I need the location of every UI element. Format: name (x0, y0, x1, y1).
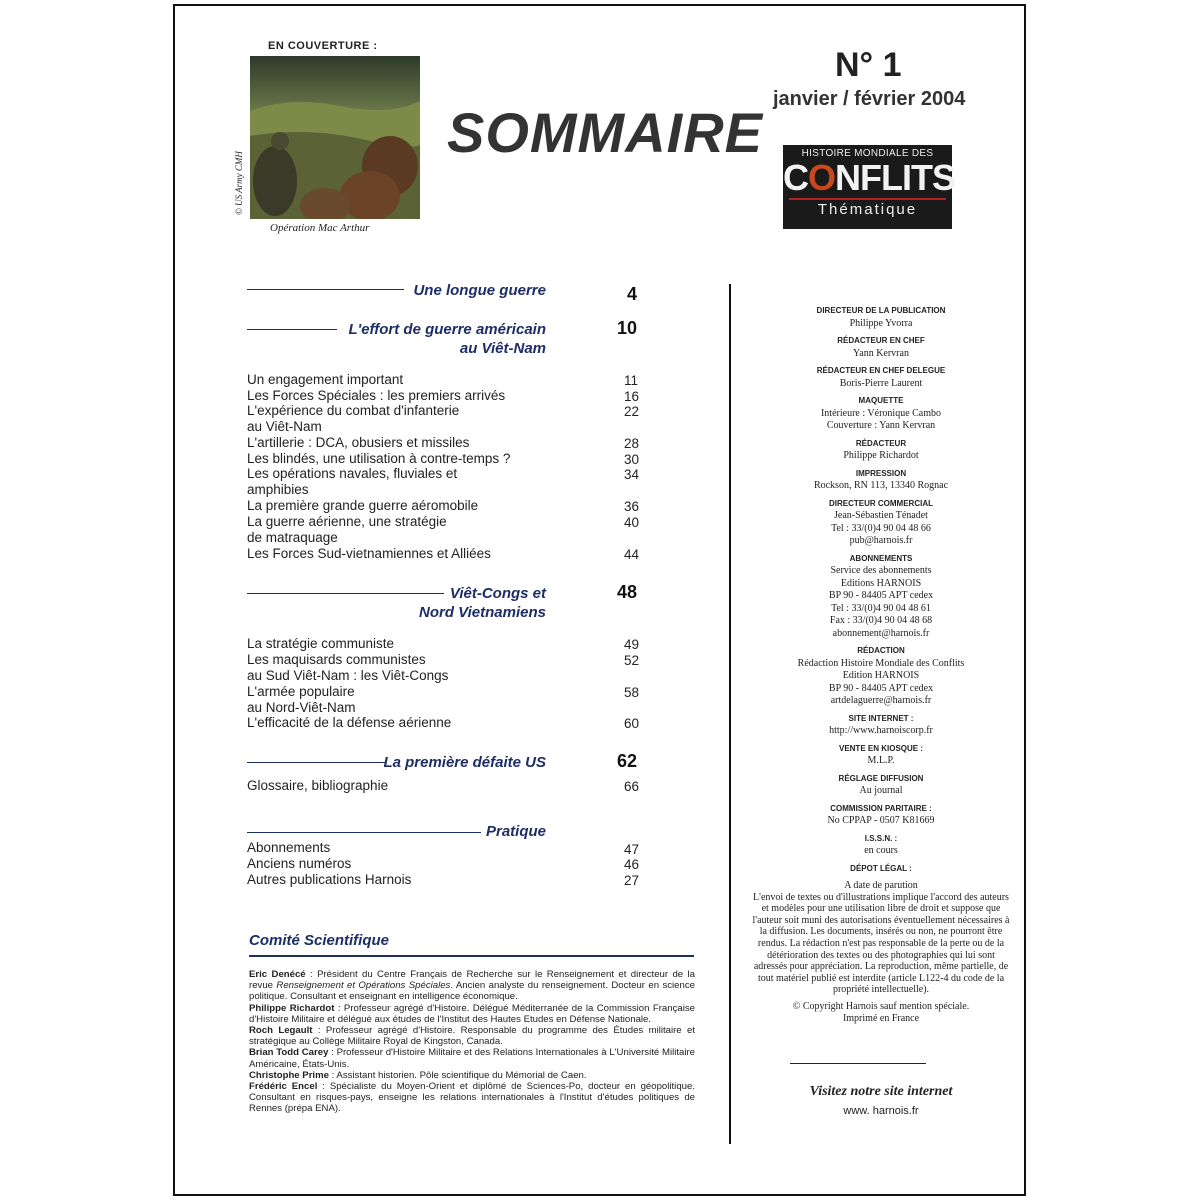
cover-label: EN COUVERTURE : (268, 40, 378, 52)
toc-item[interactable] (247, 466, 567, 497)
toc-item[interactable]: La première grande guerre aéromobile (247, 498, 479, 513)
toc-item[interactable]: Les Forces Spéciales : les premiers arrivés (247, 388, 506, 403)
toc-item[interactable]: Autres publications Harnois (247, 872, 412, 887)
credit-label: RÉGLAGE DIFFUSION (838, 773, 924, 783)
toc-item[interactable]: La stratégie communiste (247, 636, 395, 651)
comite-member (249, 1070, 695, 1081)
toc-page: 36 (624, 499, 640, 514)
toc-item-line2: au Sud Viêt-Nam : les Viêt-Congs (247, 667, 449, 683)
credit-label: COMMISSION PARITAIRE : (830, 803, 932, 813)
credit-line: BP 90 - 84405 APT cedex (828, 682, 934, 694)
logo-bar (789, 198, 946, 200)
credit-label: ABONNEMENTS (849, 553, 913, 563)
credit-line: Rédaction Histoire Mondiale des Conflits (797, 657, 965, 669)
toc-item[interactable]: L'artillerie : DCA, obusiers et missiles (247, 435, 470, 450)
credit-line: en cours (864, 845, 898, 856)
toc-item-line1: La guerre aérienne, une stratégie (247, 514, 447, 529)
credit-line: Rockson, RN 113, 13340 Rognac (813, 480, 949, 491)
member-text: : Assistant historien. Pôle scientifique du Mémorial de Caen. (328, 1069, 587, 1081)
section-title-3[interactable] (400, 584, 546, 622)
copyright: © Copyright Harnois sauf mention spéciale. (792, 1000, 970, 1012)
logo-main-pre: C (783, 157, 808, 198)
member-text: : Professeur agrégé d'Histoire. Délégué Méditerranée de la Commission Française d'Histoire Militaire et délégué aux études de l'Institut des Hautes Etudes en Défense Nationale. (249, 1002, 695, 1025)
credit-line: Fax : 33/(0)4 90 04 48 68 (829, 615, 933, 626)
comite-rule (249, 955, 694, 957)
section-title-2-line2: au Viêt-Nam (459, 340, 546, 357)
toc-item-line2: au Viêt-Nam (247, 418, 322, 434)
toc-page: 47 (624, 842, 640, 857)
credits-block (742, 300, 1020, 875)
logo-main-text (783, 157, 955, 198)
credit-label: DIRECTEUR DE LA PUBLICATION (816, 306, 946, 315)
toc-page: 27 (624, 873, 640, 888)
member-text: : Spécialiste du Moyen-Orient et diplômé de Sciences-Po, docteur en géopolitique. Consultant en risques-pays, enseigne les relations internationales à l'Institut d'études politiques de Rennes (prépa ENA). (249, 1081, 695, 1115)
credit-line: BP 90 - 84405 APT cedex (828, 590, 934, 601)
comite-member (249, 1047, 695, 1069)
credit-line: Service des abonnements (830, 565, 932, 576)
section-title-1[interactable]: Une longue guerre (413, 282, 546, 299)
toc-item[interactable] (247, 684, 567, 715)
credit-label: RÉDACTEUR EN CHEF DELEGUE (816, 366, 946, 375)
member-name: Roch Legault (249, 1025, 313, 1037)
credit-line: Tel : 33/(0)4 90 04 48 66 (831, 522, 931, 534)
credit-group (742, 335, 1020, 360)
credit-group (742, 773, 1020, 798)
section-page-2: 10 (617, 318, 638, 338)
section-title-2-line1: L'effort de guerre américain (348, 321, 546, 338)
credit-group (742, 365, 1020, 390)
toc-page: 49 (624, 637, 640, 652)
credit-group (742, 833, 1020, 858)
section-title-3-line1: Viêt-Congs et (449, 585, 546, 602)
credit-label: SITE INTERNET : (848, 713, 914, 723)
credit-label: RÉDACTEUR (855, 438, 907, 448)
logo-top-text: HISTOIRE MONDIALE DES (801, 148, 934, 159)
credit-line: Philippe Richardot (843, 450, 919, 461)
column-divider (729, 284, 731, 1144)
toc-page: 16 (624, 389, 640, 404)
credit-label: VENTE EN KIOSQUE : (838, 743, 923, 753)
toc-page: 46 (624, 857, 640, 872)
credit-label: I.S.S.N. : (864, 833, 898, 843)
credit-group (742, 645, 1020, 708)
printed-in: Imprimé en France (842, 1012, 920, 1024)
credit-group (742, 743, 1020, 768)
toc-item-line2: au Nord-Viêt-Nam (247, 699, 356, 715)
comite-member (249, 1081, 695, 1115)
credit-group (742, 438, 1020, 463)
section-rule (247, 289, 404, 290)
member-text: : Professeur d'Histoire Militaire et des Relations Internationales à L'Université Militaire Américaine, États-Unis. (249, 1047, 695, 1070)
member-text2: . Ancien analyste du renseignement. Docteur en science politique. Consultant et enseignant en intelligence économique. (249, 980, 695, 1003)
toc-page: 28 (624, 436, 640, 451)
toc-item-line1: L'expérience du combat d'infanterie (247, 403, 460, 418)
logo-subtitle: Thématique (817, 201, 918, 218)
section-title-3-line2: Nord Vietnamiens (419, 604, 546, 621)
credit-line: Tel : 33/(0)4 90 04 48 61 (831, 602, 931, 614)
credit-group (742, 863, 1020, 876)
credit-line: Philippe Yvorra (849, 317, 913, 329)
credit-line: Boris-Pierre Laurent (839, 377, 923, 389)
page-title (447, 100, 763, 165)
member-text: : Professeur agrégé d'Histoire. Responsable du programme des Études militaire et stratégique au Collège Militaire Royal de Kingston, Canada. (249, 1025, 696, 1048)
divider (790, 1063, 926, 1064)
credit-group (742, 803, 1020, 828)
cover-photo-illustration (250, 56, 420, 219)
toc-item-line2: de matraquage (247, 529, 338, 545)
toc-page: 60 (624, 716, 640, 731)
member-name: Frédéric Encel (249, 1081, 318, 1093)
toc-page: 66 (624, 779, 640, 794)
credit-label: MAQUETTE (858, 396, 904, 405)
legal-notice (752, 880, 1010, 1024)
toc-item-line2: amphibies (247, 481, 309, 497)
credit-label: RÉDACTION (857, 646, 905, 655)
credit-group (742, 395, 1020, 433)
logo-main-post: NFLITS (835, 157, 955, 198)
toc-page: 52 (624, 653, 640, 668)
section-rule (247, 832, 481, 833)
member-name: Christophe Prime (249, 1069, 329, 1081)
section-page-1: 4 (627, 284, 638, 304)
toc-page: 11 (624, 373, 639, 388)
member-italic: Renseignement et Opérations Spéciales (276, 980, 451, 992)
credit-line: M.L.P. (867, 755, 895, 766)
toc-page: 44 (624, 547, 640, 562)
section-page-3: 48 (617, 582, 638, 602)
visit-site-text: Visitez notre site internet (809, 1084, 953, 1099)
credit-line: Au journal (859, 785, 903, 796)
credit-label: IMPRESSION (855, 468, 907, 478)
toc-page: 22 (624, 404, 640, 419)
comite-members (249, 969, 695, 1115)
credit-email-link[interactable]: artdelaguerre@harnois.fr (830, 695, 932, 706)
member-name: Eric Denécé (249, 969, 306, 980)
toc-item[interactable] (247, 403, 567, 434)
comite-member (249, 1025, 695, 1047)
toc-item[interactable] (247, 514, 567, 545)
cover-photo (250, 56, 420, 219)
toc-page: 30 (624, 452, 640, 467)
toc-page: 34 (624, 467, 640, 482)
credit-group (742, 553, 1020, 641)
credit-group (742, 498, 1020, 548)
comite-member (249, 1003, 695, 1025)
logo-globe-o: O (808, 157, 836, 198)
toc-item[interactable]: Un engagement important (247, 372, 404, 387)
comite-title: Comité Scientifique (249, 932, 390, 949)
toc-item[interactable]: Les blindés, une utilisation à contre-temps ? (247, 451, 511, 466)
credit-url-link[interactable]: http://www.harnoiscorp.fr (829, 725, 933, 736)
toc-page: 40 (624, 515, 640, 530)
site-link[interactable]: www. harnois.fr (843, 1105, 919, 1117)
credit-line: No CPPAP - 0507 K81669 (827, 815, 935, 826)
credit-label: DIRECTEUR COMMERCIAL (829, 498, 933, 508)
issue-date: janvier / février 2004 (773, 88, 966, 110)
toc-item-line1: Les maquisards communistes (247, 652, 426, 667)
section-title-4[interactable]: La première défaite US (383, 754, 546, 771)
credit-email-link[interactable]: abonnement@harnois.fr (832, 627, 930, 639)
credit-line: Jean-Sébastien Ténadet (834, 510, 928, 521)
toc-item[interactable]: Les Forces Sud-vietnamiennes et Alliées (247, 546, 491, 561)
section-title-5[interactable]: Pratique (485, 823, 546, 840)
toc-item[interactable]: Glossaire, bibliographie (247, 778, 389, 793)
cover-caption: Opération Mac Arthur (270, 222, 370, 234)
section-title-2[interactable] (300, 320, 546, 358)
section-page-4: 62 (617, 751, 638, 771)
legal-text: A date de parution L'envoi de textes ou d'illustrations implique l'accord des auteurs et modèles pour une utilisation libre de droit et suppose que l'auteur soit muni des autorisations éventuellement nécessaires à la diffusion. Les documents, insérés ou non, ne pourront être rendus. La rédaction n'est pas responsable de la perte ou de la détérioration des textes ou des photographies qui lui sont adressés pour appréciation. La reproduction, même partielle, de tout matériel publié est interdite (article L122-4 du code de la propriété intellectuelle). (752, 880, 1010, 996)
magazine-logo (783, 145, 955, 229)
toc-item[interactable]: Anciens numéros (247, 856, 352, 871)
toc-item[interactable]: Abonnements (247, 840, 331, 855)
credit-label: DÉPOT LÉGAL : (850, 863, 912, 873)
cover-credit: © US Army CMH (234, 151, 244, 215)
credit-group (742, 713, 1020, 738)
comite-member (249, 969, 695, 1003)
member-text: : Président du Centre Français de Recherche sur le Renseignement et directeur de la revue (249, 969, 695, 992)
credit-line: Yann Kervran (853, 347, 909, 359)
toc-item-line1: L'armée populaire (247, 684, 355, 699)
credit-line: Edition HARNOIS (842, 670, 920, 681)
member-name: Brian Todd Carey (249, 1047, 329, 1059)
page-title-text: SOMMAIRE (447, 101, 763, 164)
credit-line: Intérieure : Véronique Cambo (820, 407, 942, 419)
credit-group (742, 468, 1020, 493)
toc-item[interactable]: L'efficacité de la défense aérienne (247, 715, 452, 730)
credit-label: RÉDACTEUR EN CHEF (837, 336, 925, 345)
credit-email-link[interactable]: pub@harnois.fr (849, 535, 913, 546)
toc-page: 58 (624, 685, 640, 700)
toc-item[interactable] (247, 652, 567, 683)
credit-group (742, 305, 1020, 330)
issue-number: N° 1 (835, 46, 902, 84)
credit-line: Couverture : Yann Kervran (826, 420, 936, 431)
member-name: Philippe Richardot (249, 1002, 335, 1014)
toc-item-line1: Les opérations navales, fluviales et (247, 466, 458, 481)
credit-line: Editions HARNOIS (840, 577, 922, 589)
